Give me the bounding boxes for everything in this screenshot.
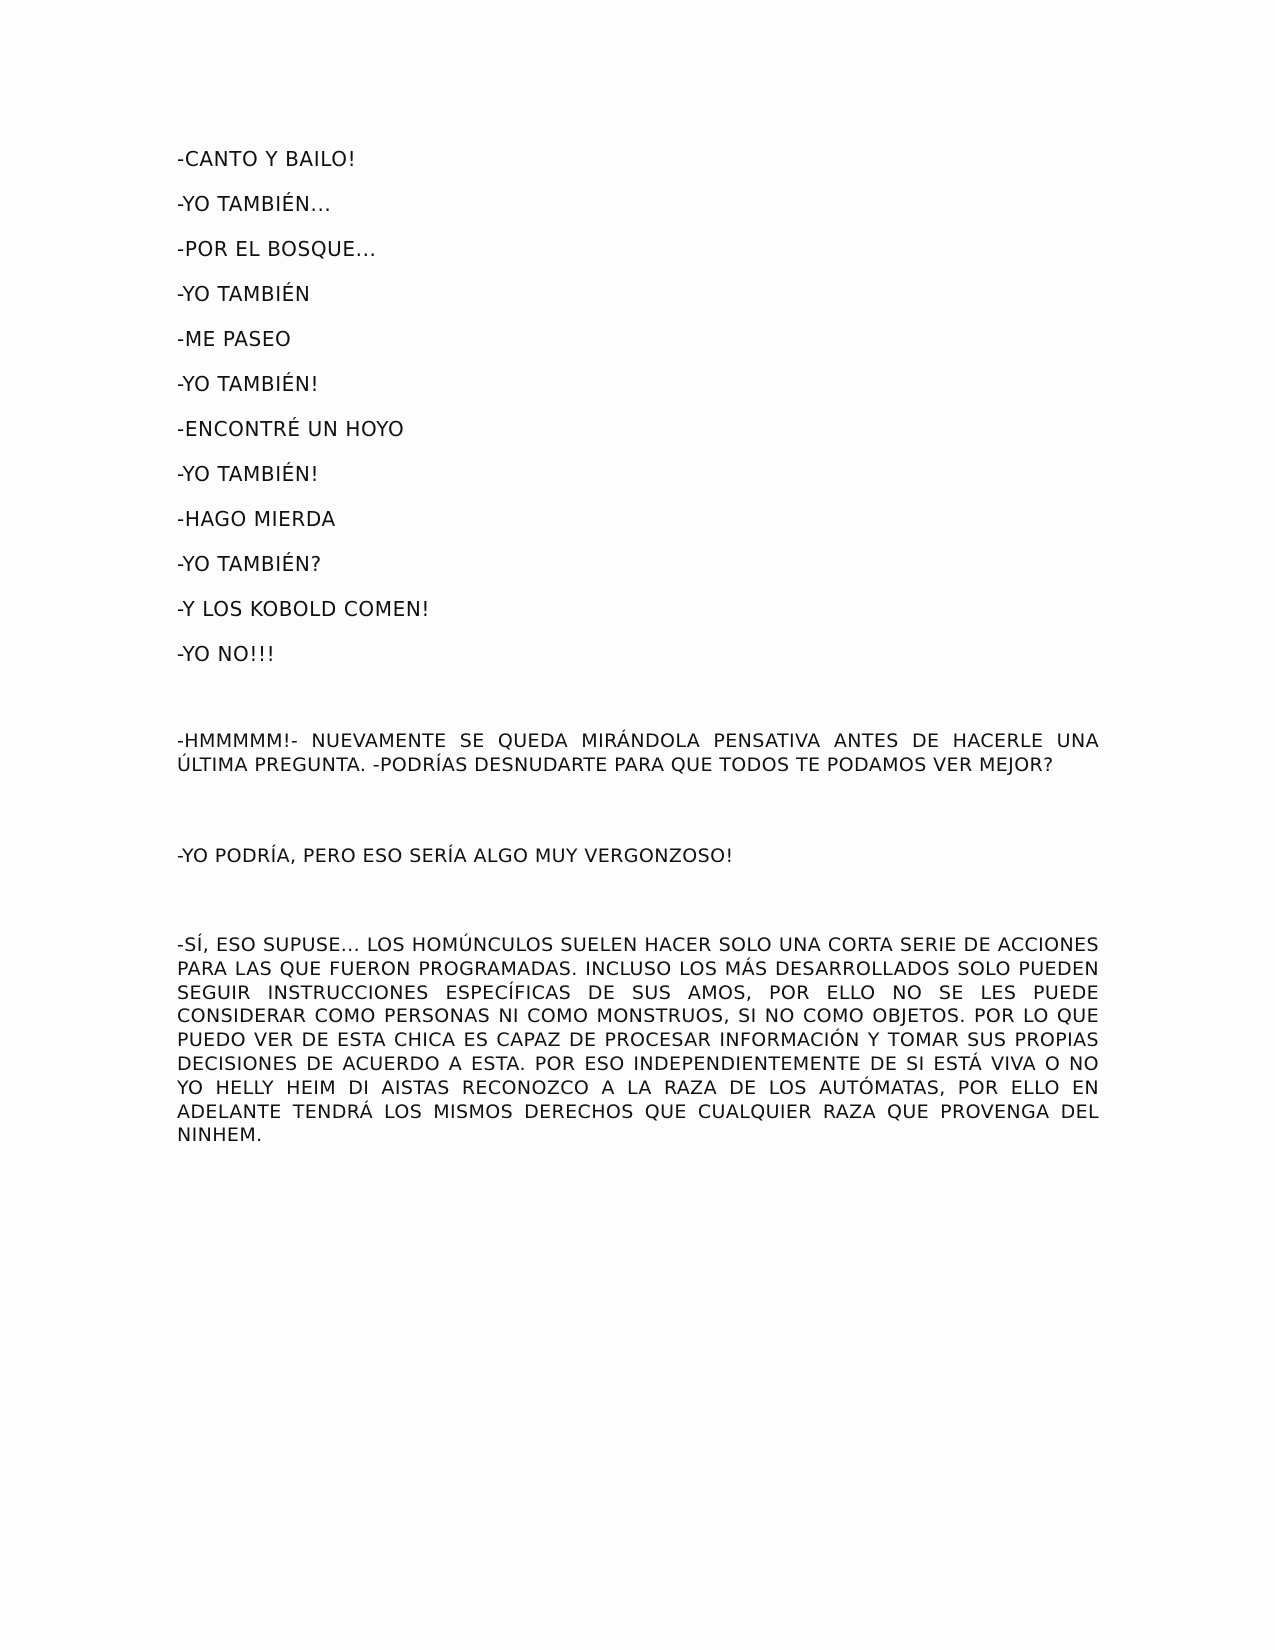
dialogue-line: -ENCONTRÉ UN HOYO: [177, 417, 405, 441]
dialogue-line: -YO NO!!!: [177, 642, 276, 666]
dialogue-line: -YO TAMBIÉN: [177, 282, 311, 306]
question-paragraph: -HMMMMM!- NUEVAMENTE SE QUEDA MIRÁNDOLA PENSATIVA ANTES DE HACERLE UNA ÚLTIMA PREGUNTA. -PODRÍAS DESNUDARTE PARA QUE TODOS TE PODAMOS VER MEJOR?: [177, 730, 1099, 776]
dialogue-line: -YO TAMBIÉN?: [177, 552, 322, 576]
dialogue-line: -POR EL BOSQUE...: [177, 237, 377, 261]
answer-paragraph: -YO PODRÍA, PERO ESO SERÍA ALGO MUY VERGONZOSO!: [177, 845, 734, 867]
dialogue-line: -YO TAMBIÉN!: [177, 462, 320, 486]
dialogue-line: -ME PASEO: [177, 327, 292, 351]
dialogue-line: -HAGO MIERDA: [177, 507, 336, 531]
dialogue-line: -CANTO Y BAILO!: [177, 147, 357, 171]
verdict-paragraph: -SÍ, ESO SUPUSE... LOS HOMÚNCULOS SUELEN HACER SOLO UNA CORTA SERIE DE ACCIONES PARA LAS QUE FUERON PROGRAMADAS. INCLUSO LOS MÁS DESARROLLADOS SOLO PUEDEN SEGUIR INSTRUCCIONES ESPECÍFICAS DE SUS AMOS, POR ELLO NO SE LES PUEDE CONSIDERAR COMO PERSONAS NI COMO MONSTRUOS, SI NO COMO OBJETOS. POR LO QUE PUEDO VER DE ESTA CHICA ES CAPAZ DE PROCESAR INFORMACIÓN Y TOMAR SUS PROPIAS DECISIONES DE ACUERDO A ESTA. POR ESO INDEPENDIENTEMENTE DE SI ESTÁ VIVA O NO YO HELLY HEIM DI AISTAS RECONOZCO A LA RAZA DE LOS AUTÓMATAS, POR ELLO EN ADELANTE TENDRÁ LOS MISMOS DERECHOS QUE CUALQUIER RAZA QUE PROVENGA DEL NINHEM.: [177, 934, 1099, 1147]
dialogue-line: -YO TAMBIÉN!: [177, 372, 320, 396]
dialogue-line: -Y LOS KOBOLD COMEN!: [177, 597, 430, 621]
dialogue-line: -YO TAMBIÉN...: [177, 192, 332, 216]
